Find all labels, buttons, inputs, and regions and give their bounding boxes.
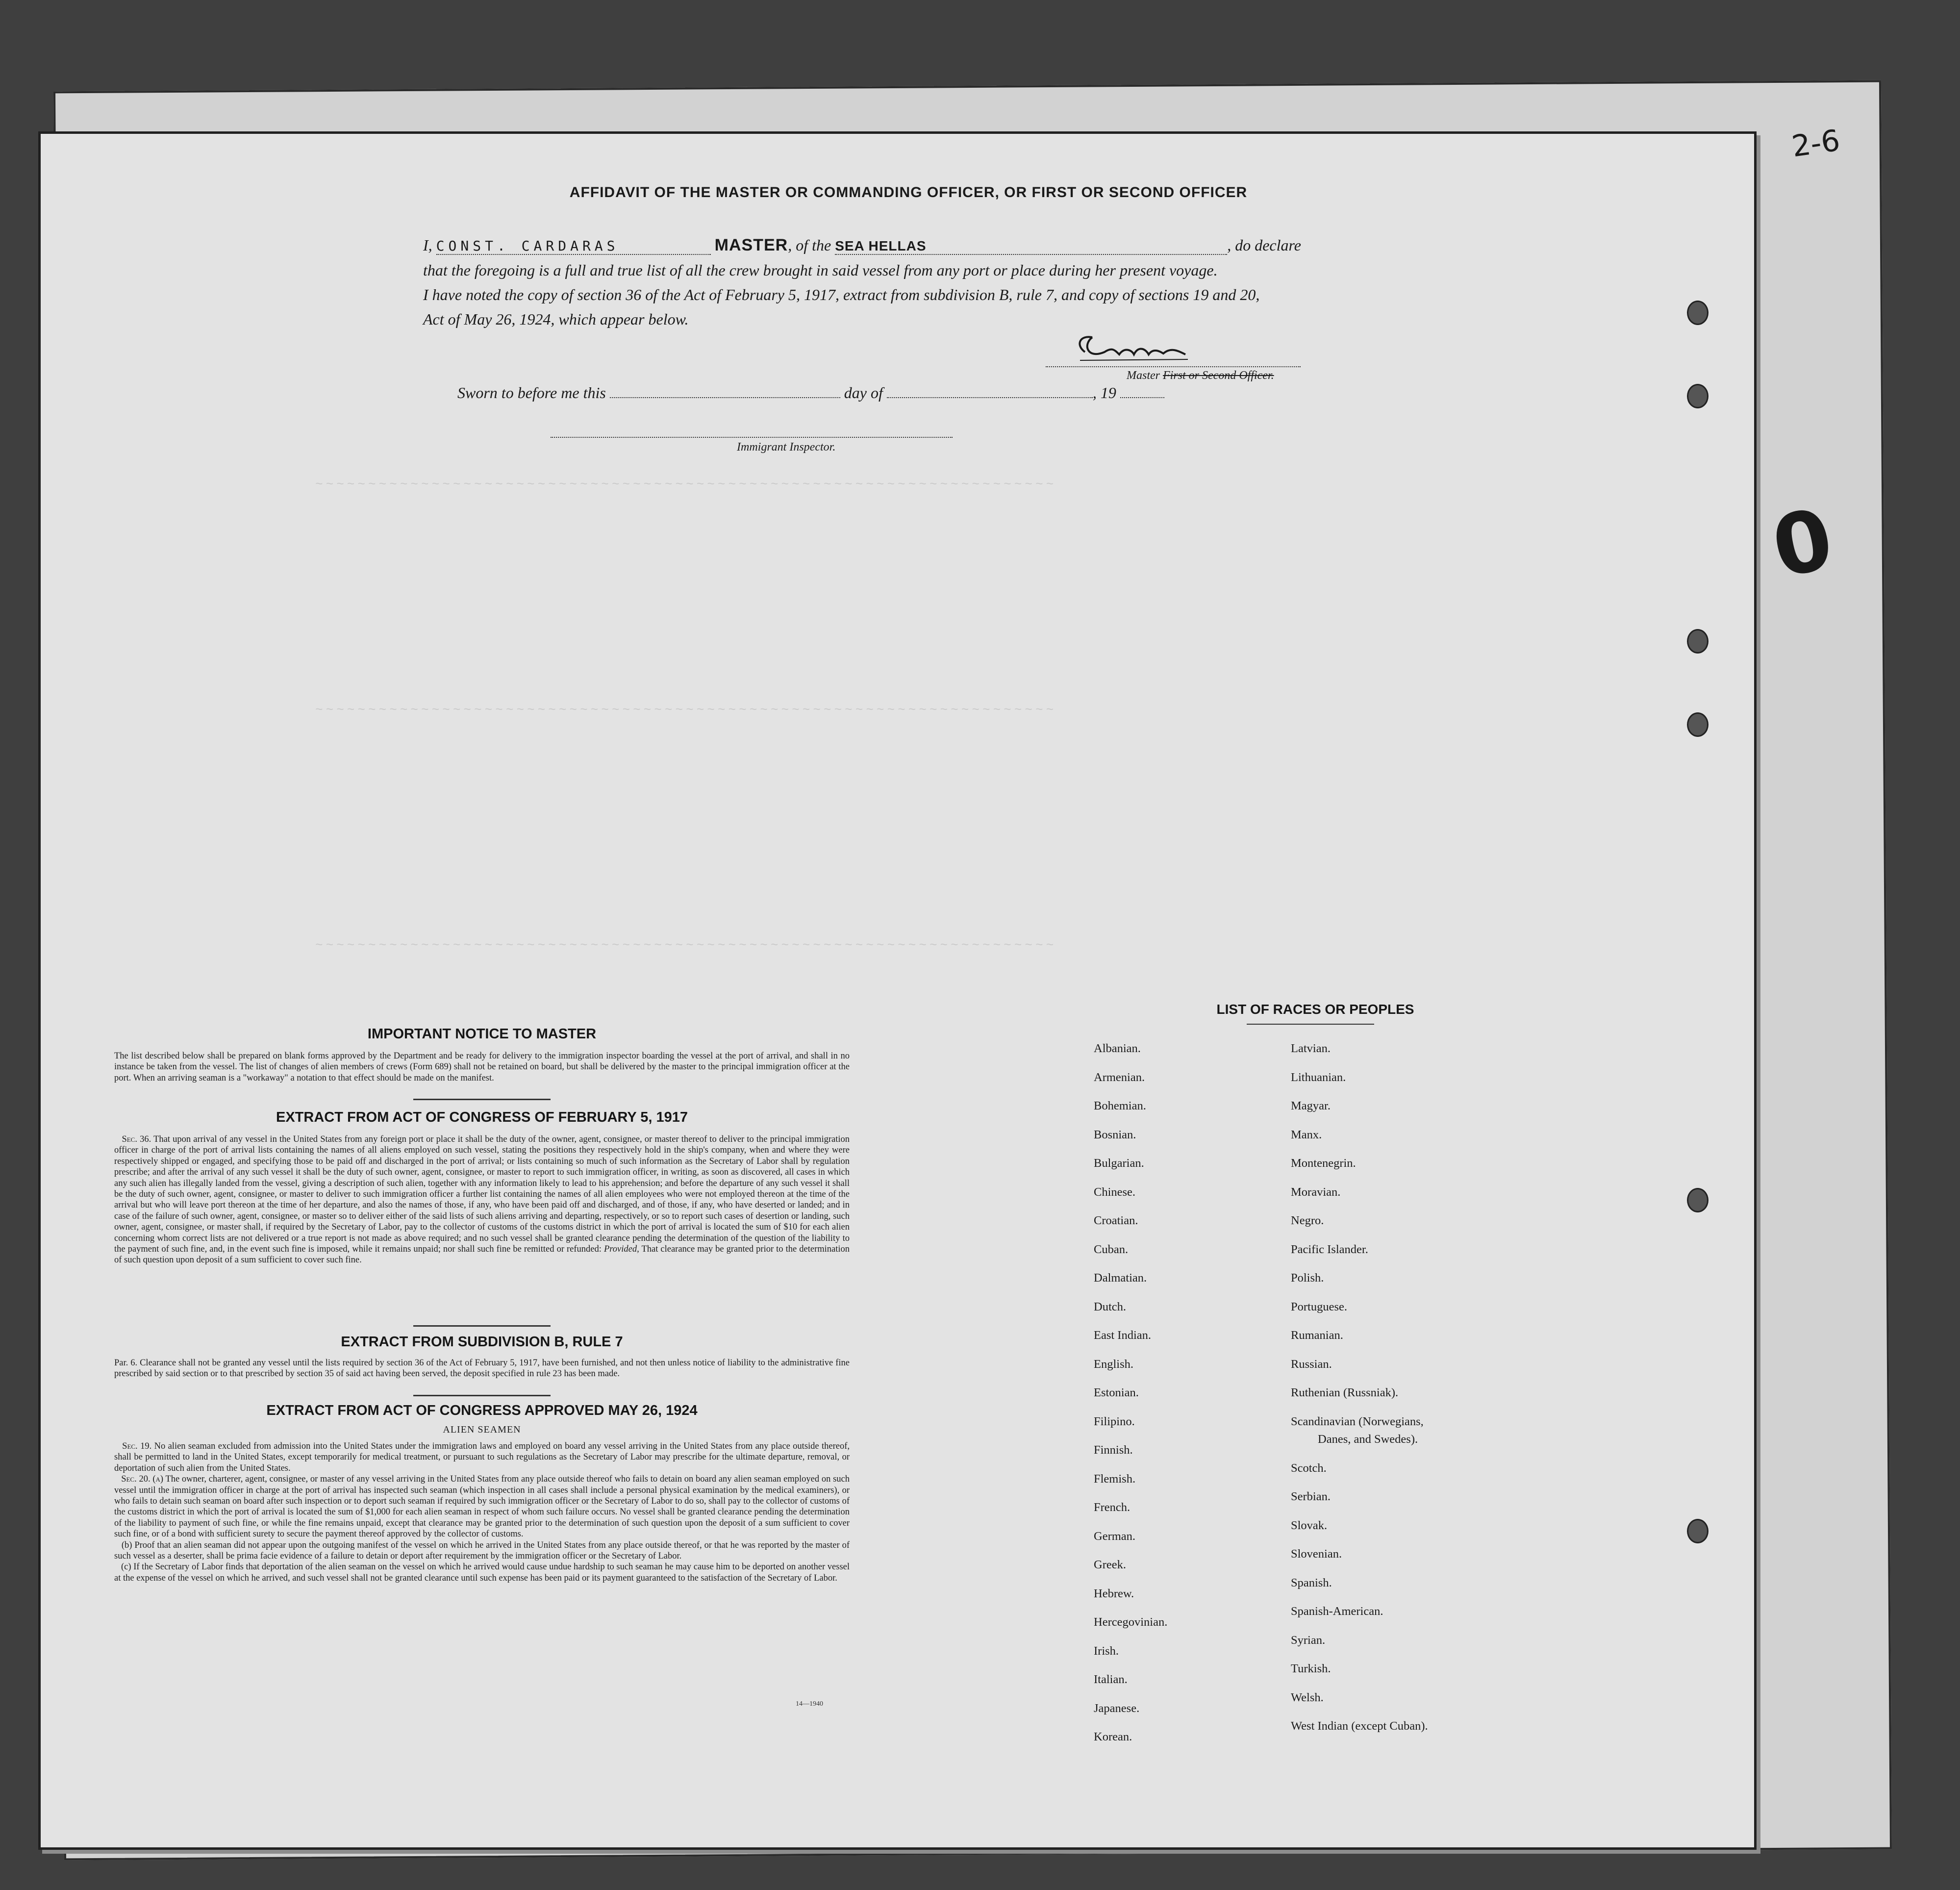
inspector-signature-line [551, 437, 953, 438]
race-item: English. [1094, 1357, 1133, 1371]
corner-pencil-mark: 2-6 [1789, 123, 1842, 164]
race-item: Ruthenian (Russniak). [1291, 1386, 1399, 1399]
race-item: Negro. [1291, 1214, 1324, 1227]
binder-hole [1687, 301, 1709, 325]
race-item: Portuguese. [1291, 1300, 1347, 1313]
race-item: French. [1094, 1501, 1131, 1514]
sec-20a-text: The owner, charterer, agent, consignee, or master of any vessel arriving in the United States from any place outside thereof who fails to detain on board any alien seaman employed on such vessel until the immigration officer in charge at the port of arrival has inspected such seaman (which inspection in all cases shall include a personal physical examination by the medical examiners), or who fails to detain such seaman on board after such inspection or to deport such seaman if required by such immigration officer or the Secretary of Labor to do so, shall pay to the collector of customs of the customs district in which the port of arrival is located the sum of $1,000 for each alien seaman in respect of whom such failure occurs. No vessel shall be granted clearance pending the determination of the liability to payment of such fine, or while the fine remains unpaid, except that clearance may be granted prior to the determination of such question upon the deposit of a sum sufficient to cover such fine, or of a bond with sufficient surety to secure the payment thereof approved by the collector of customs. [114, 1474, 850, 1539]
race-item: Rumanian. [1291, 1329, 1343, 1342]
race-item: Turkish. [1291, 1662, 1331, 1675]
extract-1917-body [114, 1134, 850, 1266]
race-item: Armenian. [1094, 1070, 1145, 1084]
sec-36-text: That upon arrival of any vessel in the United States from any foreign port or place it shall be the duty of the owner, agent, consignee, or master thereof to deliver to the principal immigration officer in charge of the port of arrival lists containing the names of all aliens employed on such vessel, stating the positions they respectively hold in the ship's company, when and where they were respectively shipped or engaged, and specifying those to be paid off and discharged in the port of arrival; or lists containing so much of such information as the Secretary of Labor shall by regulation prescribe; and after the arrival of any such vessel it shall be the duty of such owner, agent, consignee, or master to report to such immigration officer, in writing, as soon as discovered, all cases in which any such alien has illegally landed from the vessel, giving a description of such alien, together with any information likely to lead to his apprehension; and before the departure of any such vessel it shall be the duty of such owner, agent, consignee, or master to deliver to such immigration officer a further list containing the names of all alien employees who were not employed thereon at the time of the arrival but who will leave port thereon at the time of her departure, and also the names of those, if any, who have been paid off and discharged, and of those, if any, who have deserted or landed; and in case of the failure of such owner, agent, consignee, or master so to deliver either of the said lists of such aliens arriving and departing, respectively, or so to report such cases of desertion or landing, such owner, agent, consignee, or master shall, if required by the Secretary of Labor, pay to the collector of customs of the customs district in which the port of arrival is located the sum of $10 for each alien concerning whom correct lists are not delivered or a true report is not made as above required; and no such vessel shall be granted clearance pending the determination of the question of the liability to the payment of such fine, and, in the event such fine is imposed, while it remains unpaid; nor shall such fine be remitted or refunded: [114, 1134, 850, 1255]
sec-36-end-text: That clearance may be granted prior to the determination of such question upon deposit of a sum sufficient to cover such fine. [114, 1244, 850, 1265]
race-item: Moravian. [1291, 1185, 1341, 1199]
race-item: Welsh. [1291, 1690, 1324, 1704]
declaration-line-1 [423, 236, 1301, 255]
sec-36-label: Sec. 36. [122, 1134, 151, 1144]
race-item: Lithuanian. [1291, 1070, 1346, 1084]
race-item: Manx. [1291, 1128, 1322, 1141]
binder-hole [1687, 629, 1709, 654]
race-item: Danes, and Swedes). [1318, 1433, 1418, 1446]
declaration-line-2: that the foregoing is a full and true list of all the crew brought in said vessel from any port or place during her present voyage. [423, 261, 1218, 279]
officer-rank-stamp: MASTER [714, 236, 788, 254]
alien-seamen-subtitle: ALIEN SEAMEN [443, 1424, 521, 1435]
sworn-year-text: , 19 [1092, 384, 1116, 402]
extract-rule7-title: EXTRACT FROM SUBDIVISION B, RULE 7 [341, 1334, 623, 1350]
race-item: East Indian. [1094, 1329, 1152, 1342]
race-item: Greek. [1094, 1558, 1126, 1571]
race-item: Polish. [1291, 1271, 1324, 1285]
race-item: Cuban. [1094, 1242, 1129, 1256]
race-item: Spanish. [1291, 1576, 1332, 1589]
binder-hole [1687, 712, 1709, 737]
race-item: Bosnian. [1094, 1128, 1136, 1141]
races-column-2 [1291, 1042, 1428, 1748]
sec-19-text: No alien seaman excluded from admission into the United States under the immigration laws and employed on board any vessel arriving in the United States from any place outside thereof, shall be permitted to land in the United States, except temporarily for medical treatment, or pursuant to such regulations as the Secretary of Labor may prescribe for the ultimate departure, removal, or deportation of such alien from the United States. [114, 1441, 850, 1473]
proviso-text: Provided, [603, 1244, 639, 1255]
affidavit-title: AFFIDAVIT OF THE MASTER OR COMMANDING OFFICER, OR FIRST OR SECOND OFFICER [569, 184, 1248, 201]
sec-19-label: Sec. 19. [122, 1441, 152, 1451]
sworn-line [457, 384, 1164, 402]
extract-rule7-body: Par. 6. Clearance shall not be granted any vessel until the lists required by section 36 of the Act of February 5, 1917, have been furnished, and not then unless notice of liability to the administrative fine prescribed by said section or to that prescribed by section 35 of said act having been served, the deposit specified in rule 23 has been made. [114, 1358, 850, 1379]
declaration-line-3: I have noted the copy of section 36 of the Act of February 5, 1917, extract from subdivision B, rule 7, and copy of sections 19 and 20, [423, 286, 1260, 303]
race-item: Italian. [1094, 1673, 1128, 1686]
signature-caption [1127, 369, 1274, 382]
race-item: Serbian. [1291, 1490, 1331, 1503]
sec-20b-text: (b) Proof that an alien seaman did not appear upon the outgoing manifest of the vessel on which he arrived in the United States from any place outside thereof, or that he was reported by the master of such vessel as a deserter, shall be prima facie evidence of a failure to detain or deport after requirement by the immigration officer or the Secretary of Labor. [114, 1540, 850, 1562]
race-item: Latvian. [1291, 1042, 1331, 1055]
race-item: Estonian. [1094, 1386, 1139, 1399]
races-column-1 [1094, 1042, 1167, 1759]
races-title: LIST OF RACES OR PEOPLES [1216, 1002, 1414, 1017]
race-item: Syrian. [1291, 1633, 1326, 1647]
notice-body: The list described below shall be prepared on blank forms approved by the Department and be ready for delivery to the immigration inspector boarding the vessel at the port of arrival, and shall in no instance be taken from the vessel. The list of changes of alien members of crews (Form 689) shall not be retained on board, but shall be delivered by the master to the principal immigration officer at the port. When an arriving seaman is a "workaway" a notation to that effect should be made on the manifest. [114, 1051, 850, 1083]
race-item: Hebrew. [1094, 1587, 1134, 1600]
manifest-page [38, 131, 1757, 1850]
bleed-through-text: ~~~~~~~~~~~~~~~~~~~~~~~~~~~~~~~~~~~~~~~~~~~~~~~~~~~~~~~~~~~~~~~~~~~~~~ [315, 477, 1057, 492]
race-item: West Indian (except Cuban). [1291, 1719, 1428, 1733]
inspector-caption: Immigrant Inspector. [737, 441, 836, 454]
sec-20c-text: (c) If the Secretary of Labor finds that deportation of the alien seaman on the vessel on which he arrived would cause undue hardship to such seaman he may cause him to be deported on another vessel at the expense of the vessel on which he arrived, and such vessel shall not be granted clearance until such expense has been paid or its payment guaranteed to the satisfaction of the Secretary of Labor. [114, 1562, 850, 1583]
race-item: Flemish. [1094, 1472, 1136, 1486]
sworn-year-field [1120, 397, 1164, 398]
race-item: Scotch. [1291, 1461, 1327, 1475]
race-item: Spanish-American. [1291, 1605, 1383, 1618]
races-divider [1247, 1024, 1374, 1025]
race-item: German. [1094, 1529, 1136, 1543]
sec-20-label: Sec. 20. (a) [121, 1474, 164, 1485]
race-item: Montenegrin. [1291, 1157, 1356, 1170]
caption-master: Master [1127, 369, 1160, 382]
race-item: Slovak. [1291, 1518, 1328, 1532]
race-item: Hercegovinian. [1094, 1615, 1168, 1629]
sworn-month-field [887, 397, 1093, 398]
master-signature [1065, 325, 1193, 369]
extract-1924-title: EXTRACT FROM ACT OF CONGRESS APPROVED MAY 26, 1924 [266, 1403, 698, 1418]
race-item: Filipino. [1094, 1414, 1135, 1428]
section-divider [413, 1325, 551, 1327]
signature-line [1046, 366, 1301, 367]
do-declare-text: , do declare [1227, 236, 1301, 254]
bleed-through-text: ~~~~~~~~~~~~~~~~~~~~~~~~~~~~~~~~~~~~~~~~~~~~~~~~~~~~~~~~~~~~~~~~~~~~~~ [315, 938, 1057, 953]
race-item: Korean. [1094, 1730, 1132, 1743]
of-the-text: , of the [788, 236, 831, 254]
race-item: Slovenian. [1291, 1547, 1342, 1561]
bleed-through-text: ~~~~~~~~~~~~~~~~~~~~~~~~~~~~~~~~~~~~~~~~~~~~~~~~~~~~~~~~~~~~~~~~~~~~~~ [315, 703, 1057, 717]
race-item: Scandinavian (Norwegians, [1291, 1414, 1424, 1428]
declaration-prefix: I, [423, 236, 432, 254]
race-item: Bulgarian. [1094, 1157, 1144, 1170]
vessel-name-field: SEA HELLAS [835, 238, 1227, 255]
section-divider [413, 1099, 551, 1100]
race-item: Dutch. [1094, 1300, 1126, 1313]
race-item: Russian. [1291, 1357, 1332, 1371]
race-item: Japanese. [1094, 1701, 1140, 1715]
race-item: Bohemian. [1094, 1099, 1146, 1112]
race-item: Croatian. [1094, 1214, 1138, 1227]
caption-struck-officer: First or Second Officer. [1163, 369, 1274, 382]
race-item: Pacific Islander. [1291, 1242, 1368, 1256]
page-pencil-mark: 0 [1764, 490, 1841, 598]
notice-title: IMPORTANT NOTICE TO MASTER [367, 1026, 597, 1042]
sworn-day-text: day of [844, 384, 883, 402]
race-item: Magyar. [1291, 1099, 1331, 1112]
sworn-date-field [610, 397, 840, 398]
race-item: Dalmatian. [1094, 1271, 1147, 1285]
race-item: Albanian. [1094, 1042, 1141, 1055]
declaration-line-4: Act of May 26, 1924, which appear below. [423, 310, 689, 328]
extract-1917-title: EXTRACT FROM ACT OF CONGRESS OF FEBRUARY 5, 1917 [276, 1109, 688, 1125]
section-divider [413, 1395, 551, 1396]
race-item: Chinese. [1094, 1185, 1136, 1199]
binder-hole [1687, 1188, 1709, 1212]
binder-hole [1687, 1519, 1709, 1543]
extract-1924-body [114, 1441, 850, 1584]
sworn-prefix: Sworn to before me this [457, 384, 606, 402]
form-code: 14—1940 [796, 1700, 823, 1708]
binder-hole [1687, 384, 1709, 408]
race-item: Irish. [1094, 1644, 1119, 1658]
race-item: Finnish. [1094, 1443, 1133, 1457]
officer-name-field: CONST. CARDARAS [436, 238, 711, 255]
